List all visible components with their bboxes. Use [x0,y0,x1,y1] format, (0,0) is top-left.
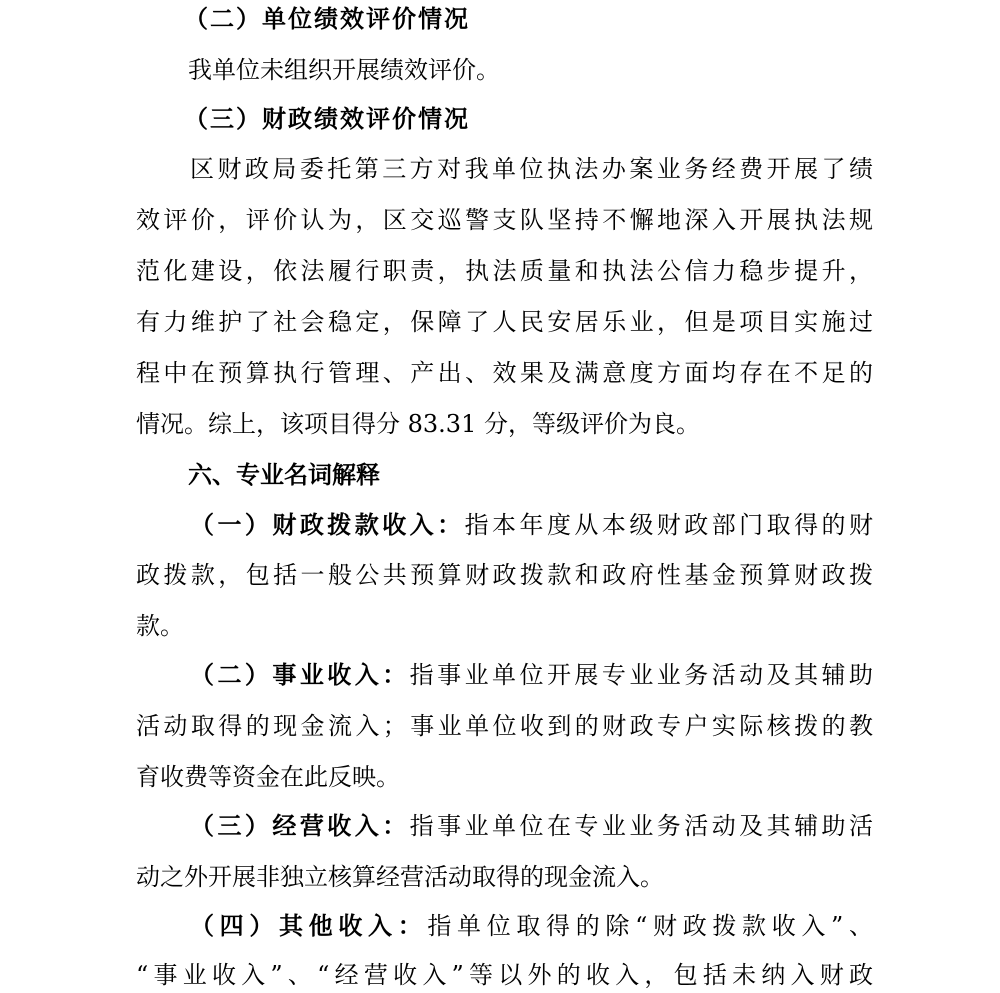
glossary-line: 育收费等资金在此反映。 [136,763,400,791]
finance-eval-line: 区财政局委托第三方对我单位执法办案业务经费开展了绩 [190,155,873,183]
glossary-line: 活动取得的现金流入；事业单位收到的财政专户实际核拨的教 [136,712,873,740]
section-heading-unit-eval: （二）单位绩效评价情况 [184,5,470,33]
glossary-term: （四）其他收入： [190,912,428,940]
glossary-definition: 指事业单位在专业业务活动及其辅助活 [409,812,874,840]
glossary-definition: 指事业单位开展专业业务活动及其辅助 [409,661,874,689]
glossary-line: “事业收入”、“经营收入”等以外的收入，包括未纳入财政 [136,961,873,989]
glossary-definition: 指单位取得的除“财政拨款收入”、 [427,912,873,940]
finance-eval-line: 程中在预算执行管理、产出、效果及满意度方面均存在不足的 [136,359,873,387]
glossary-item-fiscal-allocation [190,510,873,540]
glossary-item-other-income [190,911,873,941]
finance-eval-line: 范化建设，依法履行职责，执法质量和执法公信力稳步提升， [136,257,873,285]
glossary-term: （三）经营收入： [190,812,410,840]
glossary-line: 政拨款，包括一般公共预算财政拨款和政府性基金预算财政拨 [136,561,873,589]
glossary-line: 款。 [136,612,184,640]
finance-eval-line: 效评价，评价认为，区交巡警支队坚持不懈地深入开展执法规 [136,206,873,234]
section-heading-glossary: 六、专业名词解释 [188,461,380,489]
glossary-term: （一）财政拨款收入： [190,511,465,539]
finance-eval-line: 情况。综上，该项目得分 83.31 分，等级评价为良。 [136,410,700,438]
finance-eval-line: 有力维护了社会稳定，保障了人民安居乐业，但是项目实施过 [136,308,873,336]
glossary-item-business-income [190,660,873,690]
glossary-term: （二）事业收入： [190,661,410,689]
section-heading-finance-eval: （三）财政绩效评价情况 [184,105,470,133]
glossary-line: 动之外开展非独立核算经营活动取得的现金流入。 [136,863,664,891]
glossary-item-operating-income [190,811,873,841]
unit-eval-text: 我单位未组织开展绩效评价。 [188,56,500,84]
glossary-definition: 指本年度从本级财政部门取得的财 [464,511,874,539]
